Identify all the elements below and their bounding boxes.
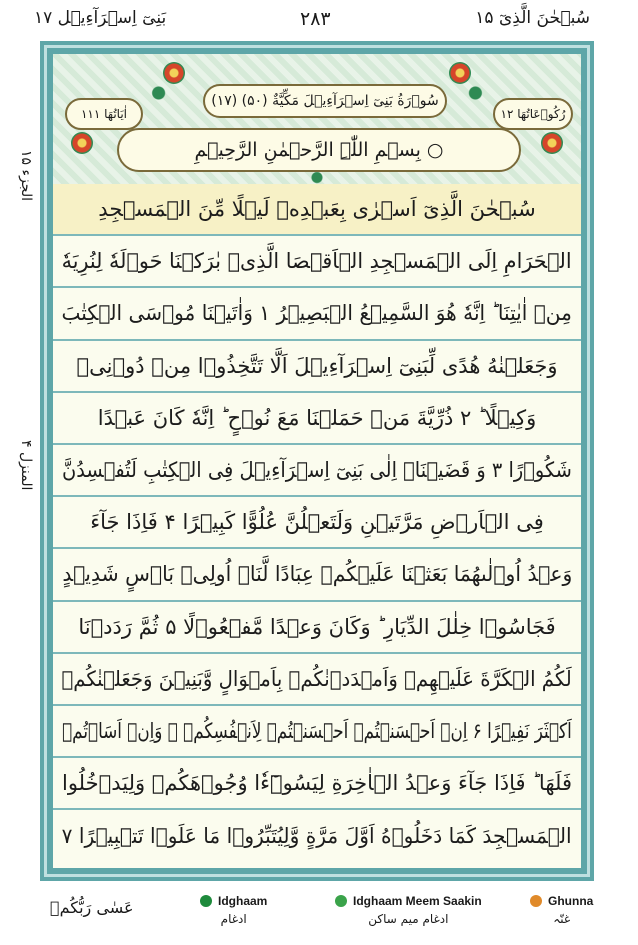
catchword: عَسٰی رَبُّکُمۡ bbox=[50, 898, 134, 917]
juz-side-label: الجزء ۱۵ bbox=[18, 150, 34, 201]
verse-line: مِنۡ اٰیٰتِنَا ؕ اِنَّهٗ هُوَ السَّمِیۡعُ الۡبَصِیۡرُ ۱ وَاٰتَیۡنَا مُوۡسَی الۡکِتٰبَ bbox=[53, 288, 581, 340]
orange-dot-icon bbox=[530, 895, 542, 907]
ruku-count: رُکُوۡعَاتُھَا ۱۲ bbox=[493, 98, 573, 130]
flower-ornament-icon bbox=[71, 132, 93, 154]
legend-label: Idghaam bbox=[218, 894, 268, 908]
verse-line: فِی الۡاَرۡضِ مَرَّتَیۡنِ وَلَتَعۡلُنَّ عُلُوًّا کَبِیۡرًا ۴ فَاِذَا جَآءَ bbox=[53, 497, 581, 549]
legend-idghaam bbox=[200, 894, 267, 926]
header-surah-name: بَنِیٓ اِسۡرَآءِیۡل ۱۷ bbox=[34, 8, 167, 28]
verse-line: الۡمَسۡجِدَ کَمَا دَخَلُوۡهُ اَوَّلَ مَرَّةٍ وَّلِیُتَبِّرُوۡا مَا عَلَوۡا تَتۡبِیۡرًا ۷ bbox=[62, 824, 572, 849]
green-dot-icon bbox=[200, 895, 212, 907]
surah-title: (۱۷) سُوۡرَةُ بَنِیٓ اِسۡرَآءِیۡلَ مَکِّیَّةٌ (۵۰) bbox=[203, 84, 447, 118]
legend-label-arabic: ادغام میم ساکن bbox=[368, 912, 449, 926]
page-footer bbox=[0, 888, 638, 945]
legend-label: Ghunna bbox=[548, 894, 594, 908]
legend-label-arabic: غنّہ bbox=[553, 912, 571, 926]
flower-ornament-icon bbox=[541, 132, 563, 154]
legend-ghunna bbox=[530, 894, 593, 926]
manzil-side-label: المنزل ۴ bbox=[18, 440, 34, 491]
legend-idghaam-meem-saakin bbox=[335, 894, 482, 926]
verse-line: شَکُوۡرًا ۳ وَ قَضَیۡنَاۤ اِلٰی بَنِیٓ اِسۡرَآءِیۡلَ فِی الۡکِتٰبِ لَتُفۡسِدُنَّ bbox=[53, 445, 581, 497]
verse-line: لَکُمُ الۡکَرَّةَ عَلَیۡهِمۡ وَاَمۡدَدۡنٰکُمۡ بِاَمۡوَالٍ وَّبَنِیۡنَ وَجَعَلۡنٰکُمۡ bbox=[53, 654, 581, 706]
legend-label: Idghaam Meem Saakin bbox=[353, 894, 482, 908]
flower-ornament-icon bbox=[449, 62, 471, 84]
verse-line: سُبۡحٰنَ الَّذِیٓ اَسۡرٰی بِعَبۡدِهٖ لَیۡلًا مِّنَ الۡمَسۡجِدِ bbox=[53, 184, 581, 236]
bismillah: بِسۡمِ اللّٰہِ الرَّحۡمٰنِ الرَّحِیۡمِ ○ bbox=[117, 128, 521, 172]
verse-lines bbox=[53, 184, 581, 862]
page-content bbox=[53, 54, 581, 868]
light-green-dot-icon bbox=[335, 895, 347, 907]
page-number: ۲۸۳ bbox=[300, 8, 331, 30]
page-header bbox=[0, 0, 638, 40]
verse-line: فَلَهَا ؕ فَاِذَا جَآءَ وَعۡدُ الۡاٰخِرَةِ لِیَسُوۡٓءٗا وُجُوۡهَکُمۡ وَلِیَدۡخُلُوا bbox=[53, 758, 581, 810]
header-juz-name: سُبۡحٰنَ الَّذِیٓ ۱۵ bbox=[475, 8, 590, 28]
verse-line: وَعۡدُ اُوۡلٰىهُمَا بَعَثۡنَا عَلَیۡکُمۡ عِبَادًا لَّنَاۤ اُولِیۡ بَاۡسٍ شَدِیۡدٍ bbox=[53, 549, 581, 601]
verse-line: الۡحَرَامِ اِلَی الۡمَسۡجِدِ الۡاَقۡصَا الَّذِیۡ بٰرَکۡنَا حَوۡلَهٗ لِنُرِیَهٗ bbox=[53, 236, 581, 288]
verse-line: وَجَعَلۡنٰهُ هُدًی لِّبَنِیٓ اِسۡرَآءِیۡلَ اَلَّا تَتَّخِذُوۡا مِنۡ دُوۡنِیۡ bbox=[53, 341, 581, 393]
flower-ornament-icon bbox=[163, 62, 185, 84]
verse-line: اَکۡثَرَ نَفِیۡرًا ۶ اِنۡ اَحۡسَنۡتُمۡ اَحۡسَنۡتُمۡ لِاَنۡفُسِکُمۡ ۫ وَاِنۡ اَسَاۡتُمۡ bbox=[53, 706, 581, 758]
legend-label-arabic: ادغام bbox=[220, 912, 247, 926]
verse-line: وَکِیۡلًا ؕ ۲ ذُرِّیَّةَ مَنۡ حَمَلۡنَا مَعَ نُوۡحٍ ؕ اِنَّهٗ کَانَ عَبۡدًا bbox=[53, 393, 581, 445]
page-frame bbox=[40, 41, 594, 881]
verse-line: فَجَاسُوۡا خِلٰلَ الدِّیَارِ ؕ وَکَانَ وَعۡدًا مَّفۡعُوۡلًا ۵ ثُمَّ رَدَدۡنَا bbox=[53, 602, 581, 654]
ayat-count: اٰیَاتُھَا ۱۱۱ bbox=[65, 98, 143, 130]
surah-title-panel bbox=[53, 54, 581, 186]
